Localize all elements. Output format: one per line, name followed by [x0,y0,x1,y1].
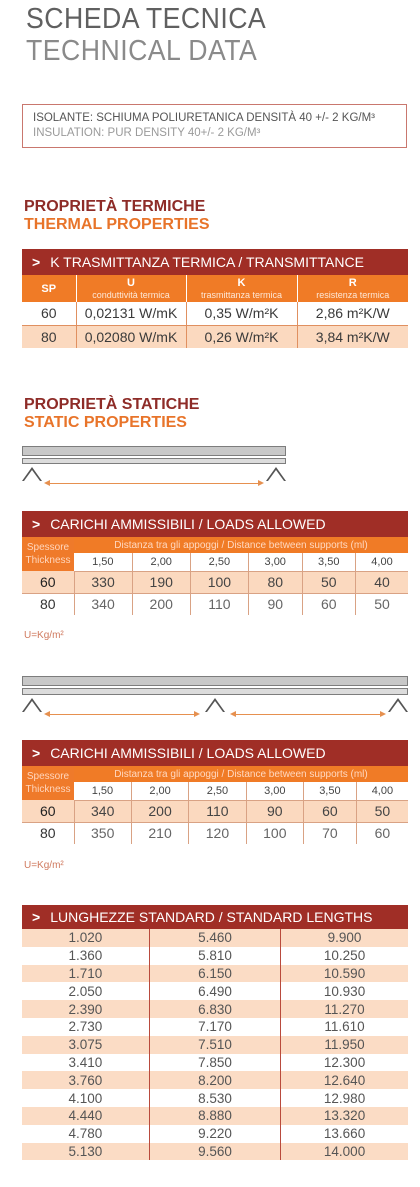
length-cell: 1.020 [22,929,149,947]
length-cell: 11.610 [281,1018,408,1036]
unit-note-1: U=Kg/m² [24,630,64,641]
lengths-table [22,905,408,1160]
insulation-box [22,104,407,148]
col-header-u: U conduttività termica [76,275,186,302]
chevron-right-icon: > [32,909,41,925]
lengths-grid [22,929,408,1160]
thermal-title-en: THERMAL PROPERTIES [24,216,210,233]
distance-header: Distanza tra gli appoggi / Distance between supports (ml) [74,766,408,782]
beam-bar [22,676,408,686]
length-cell: 12.300 [281,1054,408,1072]
table-row: 80 0,02080 W/mK 0,26 W/m²K 3,84 m²K/W [22,325,408,348]
table-row: 80 350 210 120 100 70 60 [22,822,408,844]
length-cell: 4.440 [22,1107,149,1125]
page-title-en: TECHNICAL DATA [26,35,258,67]
table-row [22,1125,408,1143]
thickness-header: Spessore Thickness [22,537,74,571]
table-row [22,1143,408,1161]
loads-grid-2 [22,766,408,844]
length-cell: 5.460 [149,929,280,947]
length-cell: 11.270 [281,1000,408,1018]
loads-table-2 [22,740,408,844]
span-dimension-line [232,714,384,715]
table-row: 60 340 200 110 90 60 50 [22,800,408,822]
span-dimension-line [46,714,198,715]
loads-table-2-header [22,740,408,766]
length-cell: 14.000 [281,1143,408,1161]
length-cell: 8.200 [149,1071,280,1089]
length-cell: 1.360 [22,947,149,965]
length-cell: 9.900 [281,929,408,947]
static-title-it: PROPRIETÀ STATICHE [24,396,200,413]
length-cell: 13.320 [281,1107,408,1125]
thickness-header: Spessore Thickness [22,766,74,800]
arrow-right-icon [194,711,200,717]
table-row [22,965,408,983]
length-cell: 12.640 [281,1071,408,1089]
length-cell: 13.660 [281,1125,408,1143]
loads-table-2-title: CARICHI AMMISSIBILI / LOADS ALLOWED [50,745,326,761]
length-cell: 2.390 [22,1000,149,1018]
length-cell: 3.075 [22,1036,149,1054]
length-cell: 11.950 [281,1036,408,1054]
table-row [22,947,408,965]
table-row [22,1036,408,1054]
length-cell: 10.590 [281,965,408,983]
table-row [22,1018,408,1036]
length-cell: 8.880 [149,1107,280,1125]
length-cell: 6.150 [149,965,280,983]
loads-table-1-title: CARICHI AMMISSIBILI / LOADS ALLOWED [50,516,326,532]
table-row [22,1107,408,1125]
unit-note-2: U=Kg/m² [24,860,64,871]
insulation-it: ISOLANTE: SCHIUMA POLIURETANICA DENSITÀ 40 +/- 2 KG/M³ [33,112,375,124]
static-title-en: STATIC PROPERTIES [24,414,187,431]
length-cell: 7.510 [149,1036,280,1054]
length-cell: 1.710 [22,965,149,983]
arrow-left-icon [44,711,50,717]
col-header-sp: SP [22,275,76,302]
page-title-it: SCHEDA TECNICA [26,3,267,35]
chevron-right-icon: > [32,254,41,270]
span-headers: 1,50 2,00 2,50 3,00 3,50 4,00 [22,782,408,800]
length-cell: 5.130 [22,1143,149,1161]
length-cell: 4.780 [22,1125,149,1143]
thermal-grid [22,275,408,348]
length-cell: 6.830 [149,1000,280,1018]
insulation-en: INSULATION: PUR DENSITY 40+/- 2 KG/M³ [33,127,261,139]
table-row: 60 0,02131 W/mK 0,35 W/m²K 2,86 m²K/W [22,302,408,325]
thermal-table-header [22,249,408,275]
arrow-left-icon [44,480,50,486]
loads-grid-1 [22,537,408,615]
length-cell: 3.760 [22,1071,149,1089]
arrow-left-icon [230,711,236,717]
length-cell: 9.560 [149,1143,280,1161]
thermal-table-title: K TRASMITTANZA TERMICA / TRANSMITTANCE [50,254,364,270]
beam-bar [22,446,286,456]
table-row: 80 340 200 110 90 60 50 [22,593,408,615]
table-row: 60 330 190 100 80 50 40 [22,571,408,593]
chevron-right-icon: > [32,516,41,532]
table-row [22,1054,408,1072]
table-row [22,982,408,1000]
thermal-title-it: PROPRIETÀ TERMICHE [24,198,206,215]
length-cell: 6.490 [149,982,280,1000]
length-cell: 8.530 [149,1089,280,1107]
col-header-k: K trasmittanza termica [186,275,297,302]
length-cell: 3.410 [22,1054,149,1072]
loads-table-1 [22,511,408,615]
table-row [22,1000,408,1018]
loads-table-1-header [22,511,408,537]
thermal-table [22,249,408,348]
length-cell: 2.730 [22,1018,149,1036]
table-row [22,929,408,947]
length-cell: 7.850 [149,1054,280,1072]
thermal-column-headers [22,275,408,302]
distance-header: Distanza tra gli appoggi / Distance between supports (ml) [74,537,408,553]
col-header-r: R resistenza termica [297,275,408,302]
chevron-right-icon: > [32,745,41,761]
span-headers: 1,50 2,00 2,50 3,00 3,50 4,00 [22,553,408,571]
beam-bar-lower [22,458,286,464]
length-cell: 2.050 [22,982,149,1000]
beam-bar-lower [22,688,408,695]
length-cell: 7.170 [149,1018,280,1036]
length-cell: 10.930 [281,982,408,1000]
arrow-right-icon [380,711,386,717]
length-cell: 10.250 [281,947,408,965]
length-cell: 4.100 [22,1089,149,1107]
length-cell: 5.810 [149,947,280,965]
lengths-table-header [22,905,408,929]
lengths-table-title: LUNGHEZZE STANDARD / STANDARD LENGTHS [50,909,373,925]
span-dimension-line [46,483,262,484]
arrow-right-icon [258,480,264,486]
table-row [22,1071,408,1089]
length-cell: 9.220 [149,1125,280,1143]
length-cell: 12.980 [281,1089,408,1107]
table-row [22,1089,408,1107]
